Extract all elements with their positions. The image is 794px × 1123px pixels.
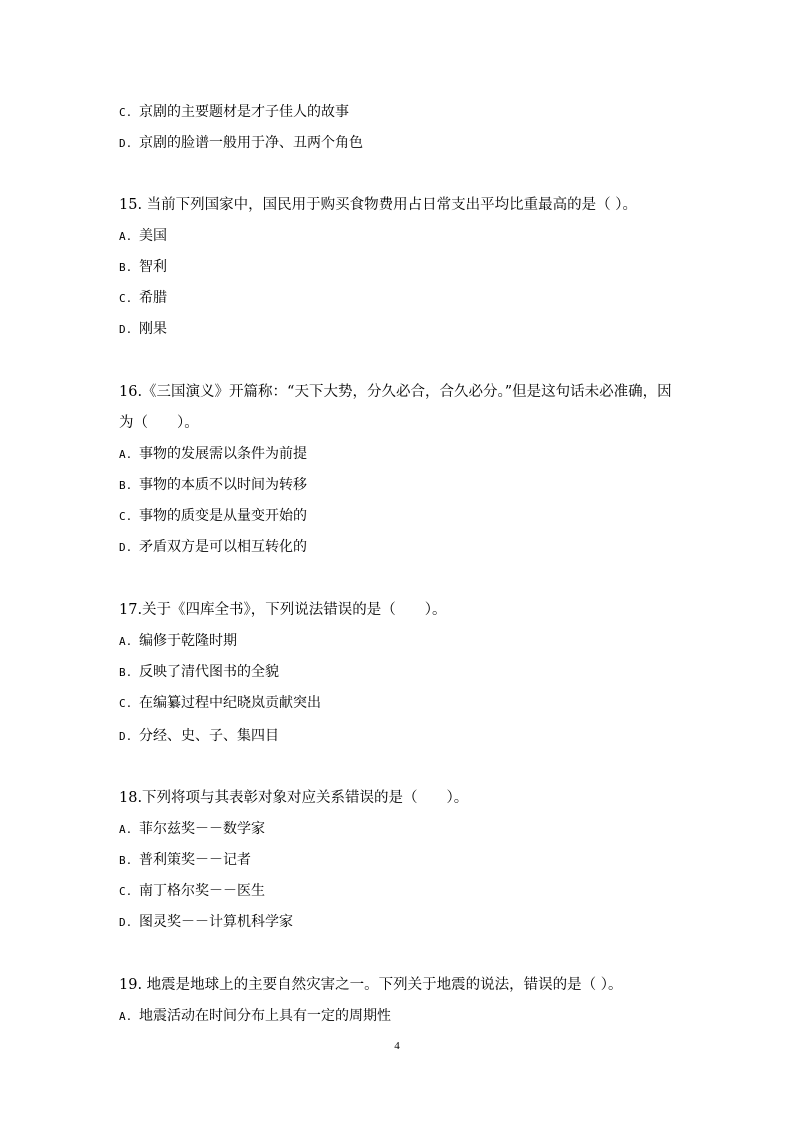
option-text: 智利 bbox=[139, 259, 167, 275]
question-16-stem-line1: 16.《三国演义》开篇称：“天下大势，分久必合，合久必分。”但是这句话未必准确，因 bbox=[119, 384, 672, 400]
option-b bbox=[119, 257, 167, 278]
option-a bbox=[119, 444, 307, 465]
option-text: 普利策奖－－记者 bbox=[139, 852, 251, 868]
option-letter: D. bbox=[119, 137, 133, 150]
option-c bbox=[119, 288, 167, 309]
option-d bbox=[119, 133, 363, 154]
option-text: 南丁格尔奖－－医生 bbox=[139, 883, 265, 899]
option-text: 编修于乾隆时期 bbox=[139, 633, 237, 649]
option-letter: C. bbox=[119, 106, 133, 119]
option-b bbox=[119, 475, 307, 496]
option-letter: A. bbox=[119, 635, 133, 648]
option-text: 刚果 bbox=[139, 321, 167, 337]
option-text: 图灵奖－－计算机科学家 bbox=[139, 914, 293, 930]
option-text: 地震活动在时间分布上具有一定的周期性 bbox=[139, 1008, 391, 1024]
option-letter: B. bbox=[119, 854, 133, 867]
option-text: 事物的本质不以时间为转移 bbox=[139, 477, 307, 493]
option-text: 京剧的脸谱一般用于净、丑两个角色 bbox=[139, 135, 363, 151]
option-letter: A. bbox=[119, 1010, 133, 1023]
option-d bbox=[119, 726, 279, 747]
option-c bbox=[119, 881, 265, 902]
option-letter: D. bbox=[119, 323, 133, 336]
option-text: 菲尔兹奖－－数学家 bbox=[139, 821, 265, 837]
option-letter: B. bbox=[119, 479, 133, 492]
option-text: 事物的发展需以条件为前提 bbox=[139, 446, 307, 462]
option-b bbox=[119, 662, 279, 683]
option-d bbox=[119, 912, 293, 933]
option-letter: B. bbox=[119, 666, 133, 679]
option-letter: A. bbox=[119, 448, 133, 461]
option-a bbox=[119, 1006, 391, 1027]
question-16-stem-line2: 为（ ）。 bbox=[119, 415, 199, 431]
option-text: 希腊 bbox=[139, 290, 167, 306]
option-letter: C. bbox=[119, 292, 133, 305]
option-letter: D. bbox=[119, 730, 133, 743]
option-text: 分经、史、子、集四目 bbox=[139, 728, 279, 744]
option-text: 在编纂过程中纪晓岚贡献突出 bbox=[139, 695, 321, 711]
question-15-stem: 15. 当前下列国家中，国民用于购买食物费用占日常支出平均比重最高的是（ ）。 bbox=[119, 197, 638, 213]
option-letter: C. bbox=[119, 885, 133, 898]
question-18-stem: 18.下列将项与其表彰对象对应关系错误的是（ ）。 bbox=[119, 790, 469, 806]
option-letter: D. bbox=[119, 541, 133, 554]
option-d bbox=[119, 537, 307, 558]
option-text: 事物的质变是从量变开始的 bbox=[139, 508, 307, 524]
page-number: 4 bbox=[394, 1040, 400, 1052]
question-19-stem: 19. 地震是地球上的主要自然灾害之一。下列关于地震的说法，错误的是（ ）。 bbox=[119, 977, 623, 993]
option-text: 矛盾双方是可以相互转化的 bbox=[139, 539, 307, 555]
option-c bbox=[119, 102, 349, 123]
option-a bbox=[119, 226, 167, 247]
option-letter: A. bbox=[119, 230, 133, 243]
option-letter: C. bbox=[119, 697, 133, 710]
option-letter: A. bbox=[119, 823, 133, 836]
option-letter: C. bbox=[119, 510, 133, 523]
option-text: 京剧的主要题材是才子佳人的故事 bbox=[139, 104, 349, 120]
question-17-stem: 17.关于《四库全书》，下列说法错误的是（ ）。 bbox=[119, 602, 447, 618]
option-b bbox=[119, 850, 251, 871]
option-d bbox=[119, 319, 167, 340]
option-letter: B. bbox=[119, 261, 133, 274]
option-text: 反映了清代图书的全貌 bbox=[139, 664, 279, 680]
option-c bbox=[119, 506, 307, 527]
option-a bbox=[119, 819, 265, 840]
option-text: 美国 bbox=[139, 228, 167, 244]
option-a bbox=[119, 631, 237, 652]
option-c bbox=[119, 693, 321, 714]
option-letter: D. bbox=[119, 916, 133, 929]
